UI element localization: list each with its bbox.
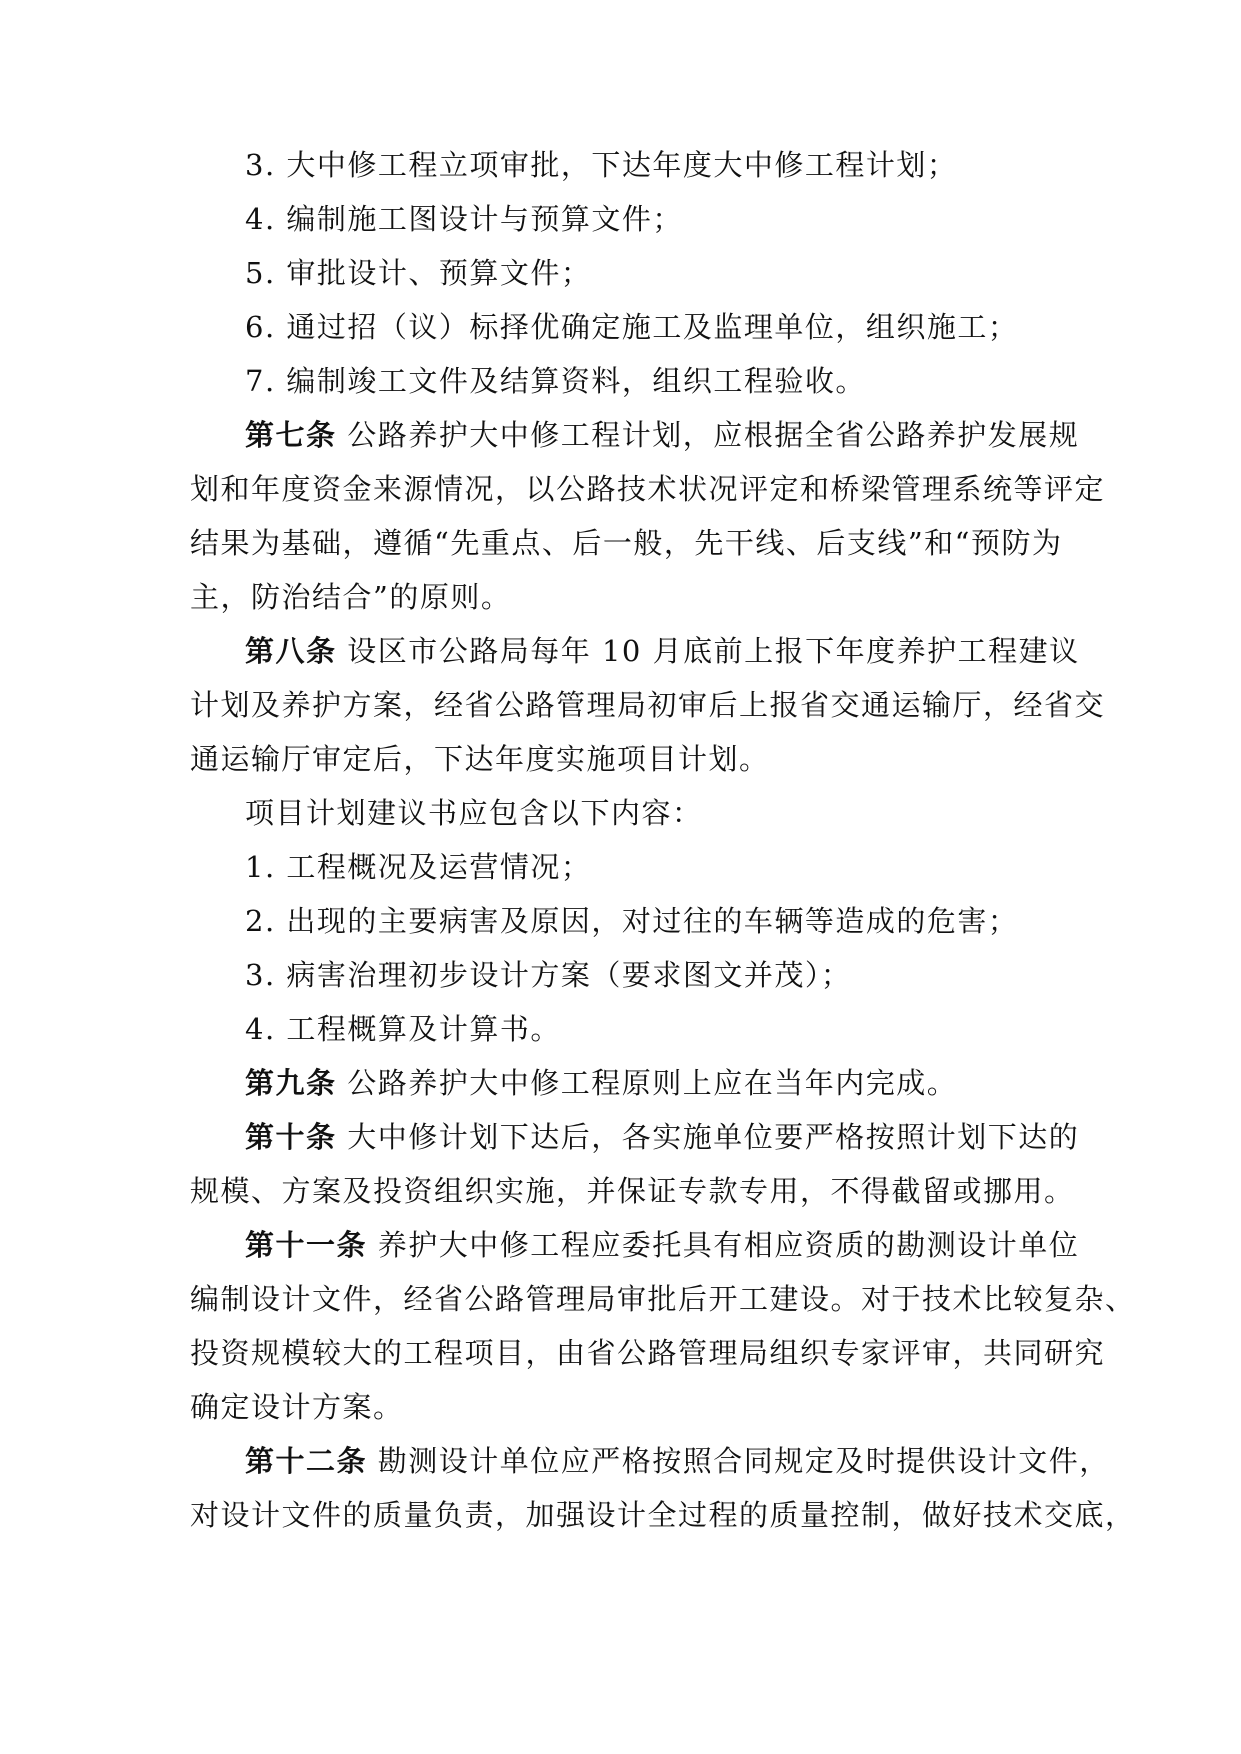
list-item: 3. 病害治理初步设计方案（要求图文并茂）； [245,958,852,992]
article-11-text: 养护大中修工程应委托具有相应资质的勘测设计单位 [367,1228,1080,1262]
article-7-line [245,415,1125,455]
list-item: 4. 编制施工图设计与预算文件； [245,202,683,236]
proposal-intro: 项目计划建议书应包含以下内容： [245,796,703,830]
article-7-line: 结果为基础，遵循“先重点、后一般，先干线、后支线”和“预防为 [190,526,1063,560]
article-8-line: 通运输厅审定后，下达年度实施项目计划。 [190,742,770,776]
article-12-label: 第十二条 [245,1444,368,1478]
list-item: 6. 通过招（议）标择优确定施工及监理单位，组织施工； [245,310,1019,344]
article-10-line [245,1117,1125,1157]
article-7-text: 公路养护大中修工程计划，应根据全省公路养护发展规 [336,418,1080,452]
article-11-line [245,1225,1125,1265]
article-10-label: 第十条 [245,1120,337,1154]
article-11-label: 第十一条 [245,1228,368,1262]
article-10-text: 大中修计划下达后，各实施单位要严格按照计划下达的 [336,1120,1080,1154]
article-12-line [245,1441,1125,1481]
article-9-line [245,1063,1125,1103]
article-7-line: 主，防治结合”的原则。 [190,580,512,614]
article-8-label: 第八条 [245,634,337,668]
article-8-line: 计划及养护方案，经省公路管理局初审后上报省交通运输厅，经省交 [190,688,1106,722]
article-10-line: 规模、方案及投资组织实施，并保证专款专用，不得截留或挪用。 [190,1174,1075,1208]
list-item: 7. 编制竣工文件及结算资料，组织工程验收。 [245,364,866,398]
list-item: 4. 工程概算及计算书。 [245,1012,561,1046]
article-8-text: 设区市公路局每年 10 月底前上报下年度养护工程建议 [336,634,1080,668]
article-9-text: 公路养护大中修工程原则上应在当年内完成。 [336,1066,958,1100]
article-9-label: 第九条 [245,1066,337,1100]
article-12-text: 勘测设计单位应严格按照合同规定及时提供设计文件， [367,1444,1110,1478]
list-item: 5. 审批设计、预算文件； [245,256,592,290]
article-7-label: 第七条 [245,418,337,452]
article-12-line: 对设计文件的质量负责，加强设计全过程的质量控制，做好技术交底， [190,1498,1136,1532]
article-11-line: 确定设计方案。 [190,1390,404,1424]
article-11-line: 投资规模较大的工程项目，由省公路管理局组织专家评审，共同研究 [190,1336,1106,1370]
list-item: 1. 工程概况及运营情况； [245,850,592,884]
article-11-line: 编制设计文件，经省公路管理局审批后开工建设。对于技术比较复杂、 [190,1282,1136,1316]
list-item: 3. 大中修工程立项审批，下达年度大中修工程计划； [245,148,958,182]
article-7-line: 划和年度资金来源情况，以公路技术状况评定和桥梁管理系统等评定 [190,472,1106,506]
list-item: 2. 出现的主要病害及原因，对过往的车辆等造成的危害； [245,904,1019,938]
article-8-line [245,631,1125,671]
